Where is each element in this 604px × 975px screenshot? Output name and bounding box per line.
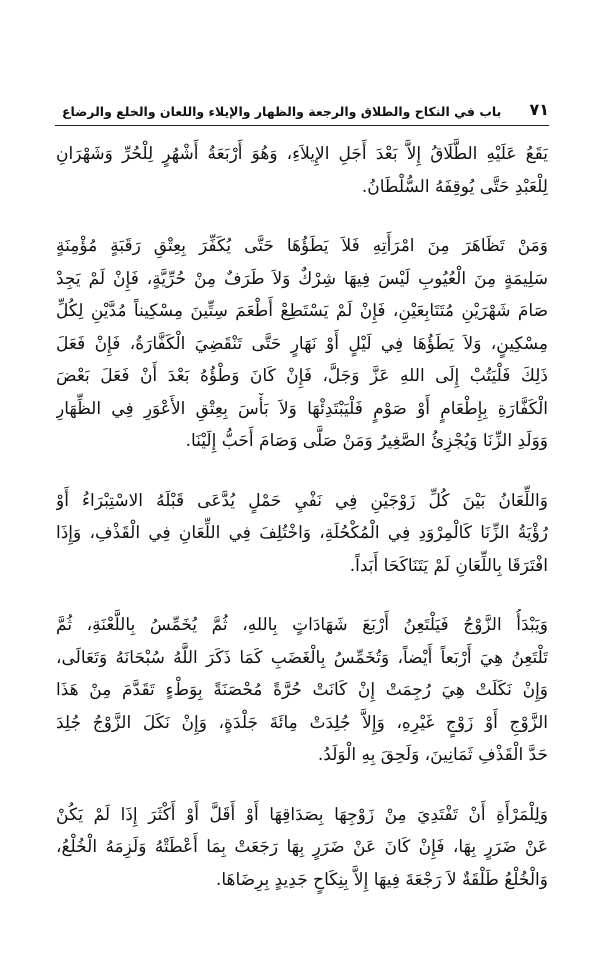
- text-line: وَالْخُلْعُ طَلْقَةٌ لاَ رَجْعَةَ فِيهَا إِلاَّ بِنِكَاحٍ جَدِيدٍ بِرِضَاهَا.: [215, 869, 548, 890]
- text-line: وَوَلَدِ الزِّنَا وَيُجْزِئُ الصَّغِيرُ وَمَنْ صَلَّى وَصَامَ أَحَبُّ إِلَيْنَا.: [185, 431, 548, 451]
- page-number: ٧١: [529, 100, 549, 119]
- text-line: مِسْكِينٍ، وَلاَ يَطَؤُهَا فِي لَيْلٍ أَوْ نَهَارٍ حَتَّى تَنْقَضِيَ الْكَفَّارَةُ، فَإِنْ فَعَلَ: [56, 333, 548, 354]
- text-line: يَقَعُ عَلَيْهِ الطَّلَاقُ إِلاَّ بَعْدَ أَجَلِ الإِيلاَءِ، وَهُوَ أَرْبَعَةُ أَشْهُرٍ لِلْحُرِّ وَشَهْرَانِ: [56, 144, 548, 164]
- header-rule: [55, 125, 549, 126]
- paragraph-spacer: [56, 772, 548, 799]
- text-line: وَإِنْ نَكَلَتْ هِيَ رُجِمَتْ إِنْ كَانَتْ حُرَّةً مُحْصَنَةً بِوَطْءٍ تَقَدَّمَ مِنْ هَذَا: [56, 680, 548, 700]
- chapter-title: باب في النكاح والطلاق والرجعة والظهار والإيلاء واللعان والخلع والرضاع: [62, 104, 502, 119]
- text-line: حَدَّ الْقَذْفِ ثَمَانِينَ، وَلَحِقَ بِهِ الْوَلَدُ.: [317, 745, 548, 765]
- text-line: رُؤْيَةُ الزِّنَا كَالْمِرْوَدِ فِي الْمُكْحُلَةِ، وَاخْتُلِفَ فِي اللِّعَانِ فِي الْقَذْفِ، وَإِذَا: [56, 523, 548, 543]
- text-line: افْتَرَقَا بِاللِّعَانِ لَمْ يَتَنَاكَحَا أَبَداً.: [349, 555, 548, 576]
- text-line: تَلْتَعِنُ هِيَ أَرْبَعاً أَيْضاً، وَتُخَمِّسُ بِالْغَضَبِ كَمَا ذَكَرَ اللَّهُ سُبْحَانَهُ وَتَعَالَى،: [56, 647, 548, 668]
- paragraph-spacer: [56, 203, 548, 230]
- text-line: وَلِلْمَرْأَةِ أَنْ تَفْتَدِيَ مِنْ زَوْجِهَا بِصَدَاقِهَا أَوْ أَقَلَّ أَوْ أَكْثَرَ إِذَا لَمْ يَكُنْ: [56, 804, 548, 825]
- running-header: [62, 95, 549, 119]
- paragraph-spacer: [56, 458, 548, 485]
- text-line: الزَّوْجِ أَوْ زَوْجٍ غَيْرِهِ، وَإِلاَّ جُلِدَتْ مِائَةَ جَلْدَةٍ، وَإِنْ نَكَلَ الزَّوْجُ جُلِدَ: [56, 712, 548, 733]
- paragraph-zihar: [56, 230, 548, 458]
- paragraph-ila-continued: [56, 138, 548, 203]
- text-line: عَنْ ضَرَرٍ بِهَا، فَإِنْ كَانَ عَنْ ضَرَرٍ بِهَا رَجَعَتْ بِمَا أَعْطَتْهُ وَلَزِمَهُ الْخُلْعُ،: [56, 837, 548, 857]
- text-line: وَمَنْ تَظَاهَرَ مِنَ امْرَأَتِهِ فَلاَ يَطَؤُهَا حَتَّى يُكَفِّرَ بِعِتْقِ رَقَبَةٍ مُؤْمِنَةٍ: [56, 236, 548, 256]
- text-line: الْكَفَّارَةِ بِإِطْعَامٍ أَوْ صَوْمٍ فَلْيَبْتَدِئْهَا وَلاَ بَأْسَ بِعِتْقِ الأَعْوَرِ فِي الظِّهَارِ: [56, 398, 548, 419]
- text-line: صَامَ شَهْرَيْنِ مُتَتَابِعَيْنِ، فَإِنْ لَمْ يَسْتَطِعْ أَطْعَمَ سِتِّينَ مِسْكِيناً مُدَّيْنِ لِكُلِّ: [56, 301, 548, 321]
- text-line: وَاللِّعَانُ بَيْنَ كُلِّ زَوْجَيْنِ فِي نَفْيِ حَمْلٍ يُدَّعَى قَبْلَهُ الاسْتِبْرَاءُ أَوْ: [56, 490, 548, 511]
- text-line: لِلْعَبْدِ حَتَّى يُوقِفَهُ السُّلْطَانُ.: [361, 176, 548, 197]
- text-line: وَيَبْدَأُ الزَّوْجُ فَيَلْتَعِنُ أَرْبَعَ شَهَادَاتٍ بِاللهِ، ثُمَّ يُخَمِّسُ بِاللَّعْنَةِ، ثُمَّ: [56, 615, 548, 635]
- text-line: ذَلِكَ فَلْيَتُبْ إِلَى اللهِ عَزَّ وَجَلَّ، فَإِنْ كَانَ وَطْؤُهُ بَعْدَ أَنْ فَعَلَ بَعْضَ: [56, 366, 548, 386]
- paragraph-lian: [56, 485, 548, 583]
- paragraph-lian-procedure: [56, 609, 548, 772]
- body-text: [56, 138, 548, 896]
- paragraph-khul: [56, 799, 548, 897]
- text-line: سَلِيمَةٍ مِنَ الْعُيُوبِ لَيْسَ فِيهَا شِرْكٌ وَلاَ طَرَفٌ مِنْ حُرِّيَّةٍ، فَإِنْ لَمْ يَجِدْ: [56, 268, 548, 289]
- paragraph-spacer: [56, 582, 548, 609]
